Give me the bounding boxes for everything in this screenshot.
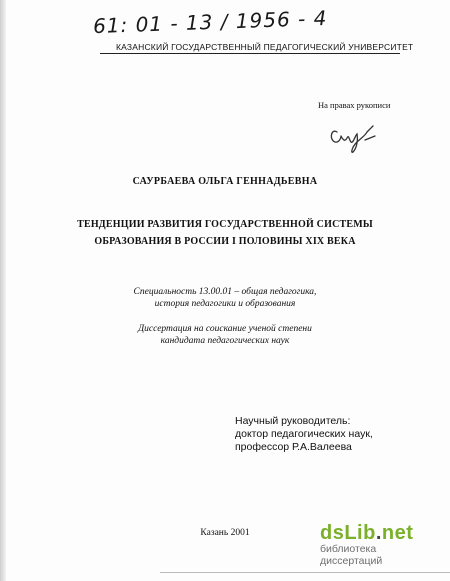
advisor-line-3: профессор Р.А.Валеева — [235, 441, 352, 453]
dslib-subtitle: библиотека диссертаций — [320, 543, 383, 567]
degree-line-2: кандидата педагогических наук — [160, 336, 290, 346]
dslib-logo — [320, 523, 438, 543]
bottom-rule — [160, 572, 450, 573]
logo-tld: net — [381, 522, 414, 544]
dslib-watermark[interactable] — [320, 523, 438, 567]
degree-line-1: Диссертация на соискание ученой степени — [138, 324, 312, 334]
advisor-block — [235, 415, 373, 454]
registration-code: 61: 01 - 13 / 1956 - 4 — [92, 5, 328, 39]
handwritten-signature — [327, 118, 383, 158]
advisor-line-1: Научный руководитель: — [235, 415, 351, 427]
title-line-2: ОБРАЗОВАНИЯ В РОССИИ I ПОЛОВИНЫ XIX ВЕКА — [94, 236, 356, 247]
specialty-line-2: история педагогики и образования — [154, 299, 296, 309]
logo-dot: . — [375, 522, 382, 544]
degree-block — [0, 323, 450, 347]
dissertation-title — [0, 216, 450, 250]
logo-main: dsLib — [320, 522, 376, 544]
header-divider — [100, 53, 400, 54]
city-year: Казань 2001 — [200, 528, 250, 538]
title-line-1: ТЕНДЕНЦИИ РАЗВИТИЯ ГОСУДАРСТВЕННОЙ СИСТЕМЫ — [77, 219, 373, 230]
university-name: КАЗАНСКИЙ ГОСУДАРСТВЕННЫЙ ПЕДАГОГИЧЕСКИЙ УНИВЕРСИТЕТ — [116, 42, 414, 52]
author-name: САУРБАЕВА ОЛЬГА ГЕННАДЬЕВНА — [132, 176, 318, 187]
specialty-block — [0, 286, 450, 310]
specialty-line-1: Специальность 13.00.01 – общая педагогика, — [133, 287, 317, 297]
rights-note: На правах рукописи — [318, 100, 391, 110]
advisor-line-2: доктор педагогических наук, — [235, 428, 373, 440]
